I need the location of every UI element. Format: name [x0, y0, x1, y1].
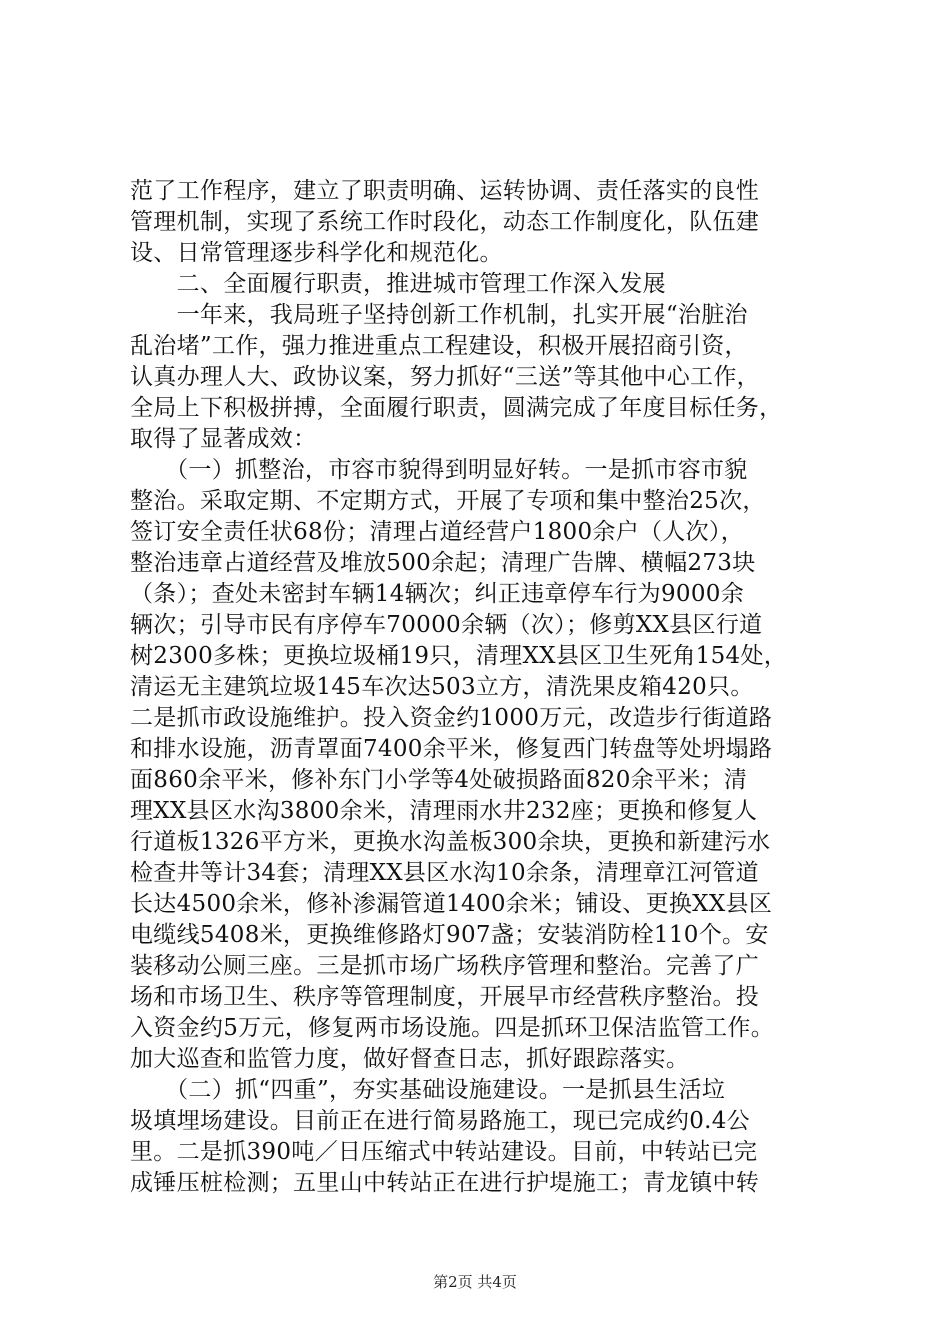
text-line: 整治违章占道经营及堆放500余起；清理广告牌、横幅273块: [130, 550, 756, 576]
text-line: 电缆线5408米，更换维修路灯907盏；安装消防栓110个。安: [130, 922, 769, 948]
text-line: 范了工作程序，建立了职责明确、运转协调、责任落实的良性: [130, 178, 760, 204]
text-line: 整治。采取定期、不定期方式，开展了专项和集中整治25次，: [130, 488, 766, 514]
text-line: 二是抓市政设施维护。投入资金约1000万元，改造步行街道路: [130, 705, 773, 731]
document-body: [130, 176, 850, 1199]
text-line: 加大巡查和监管力度，做好督查日志，抓好跟踪落实。: [130, 1046, 690, 1072]
text-line: 和排水设施，沥青罩面7400余平米，修复西门转盘等处坍塌路: [130, 736, 773, 762]
text-line: 入资金约5万元，修复两市场设施。四是抓环卫保洁监管工作。: [130, 1015, 775, 1041]
text-line: 认真办理人大、政协议案，努力抓好“三送”等其他中心工作，: [130, 364, 760, 390]
text-line: 二、全面履行职责，推进城市管理工作深入发展: [130, 271, 666, 297]
text-line: 长达4500余米，修补渗漏管道1400余米；铺设、更换XX县区: [130, 891, 773, 917]
text-line: 管理机制，实现了系统工作时段化，动态工作制度化，队伍建: [130, 209, 760, 235]
page-footer: 第2页 共4页: [433, 1273, 517, 1291]
text-line: 行道板1326平方米，更换水沟盖板300余块，更换和新建污水: [130, 829, 771, 855]
text-line: （条）；查处未密封车辆14辆次；纠正违章停车行为9000余: [130, 581, 744, 607]
text-line: 装移动公厕三座。三是抓市场广场秩序管理和整治。完善了广: [130, 953, 760, 979]
text-line: 一年来，我局班子坚持创新工作机制，扎实开展“治脏治: [130, 302, 748, 328]
text-line: 全局上下积极拼搏，全面履行职责，圆满完成了年度目标任务，: [130, 395, 783, 421]
text-line: 圾填埋场建设。目前正在进行简易路施工，现已完成约0.4公: [130, 1108, 750, 1134]
text-line: （一）抓整治，市容市貌得到明显好转。一是抓市容市貌: [130, 457, 748, 483]
text-line: 乱治堵”工作，强力推进重点工程建设，积极开展招商引资，: [130, 333, 748, 359]
text-line: 清运无主建筑垃圾145车次达503立方，清洗果皮箱420只。: [130, 674, 754, 700]
text-line: 检查井等计34套；清理XX县区水沟10余条，清理章江河管道: [130, 860, 759, 886]
text-line: 取得了显著成效：: [130, 426, 317, 452]
text-line: 场和市场卫生、秩序等管理制度，开展早市经营秩序整治。投: [130, 984, 760, 1010]
text-line: 辆次；引导市民有序停车70000余辆（次）；修剪XX县区行道: [130, 612, 763, 638]
text-line: 签订安全责任状68份；清理占道经营户1800余户（人次），: [130, 519, 744, 545]
text-line: 里。二是抓390吨／日压缩式中转站建设。目前，中转站已完: [130, 1139, 758, 1165]
text-line: 面860余平米，修补东门小学等4处破损路面820余平米；清: [130, 767, 748, 793]
text-line: 理XX县区水沟3800余米，清理雨水井232座；更换和修复人: [130, 798, 758, 824]
text-line: 设、日常管理逐步科学化和规范化。: [130, 240, 503, 266]
text-line: 树2300多株；更换垃圾桶19只，清理XX县区卫生死角154处，: [130, 643, 788, 669]
text-line: （二）抓“四重”，夯实基础设施建设。一是抓县生活垃: [130, 1077, 726, 1103]
text-line: 成锤压桩检测；五里山中转站正在进行护堤施工；青龙镇中转: [130, 1170, 760, 1196]
